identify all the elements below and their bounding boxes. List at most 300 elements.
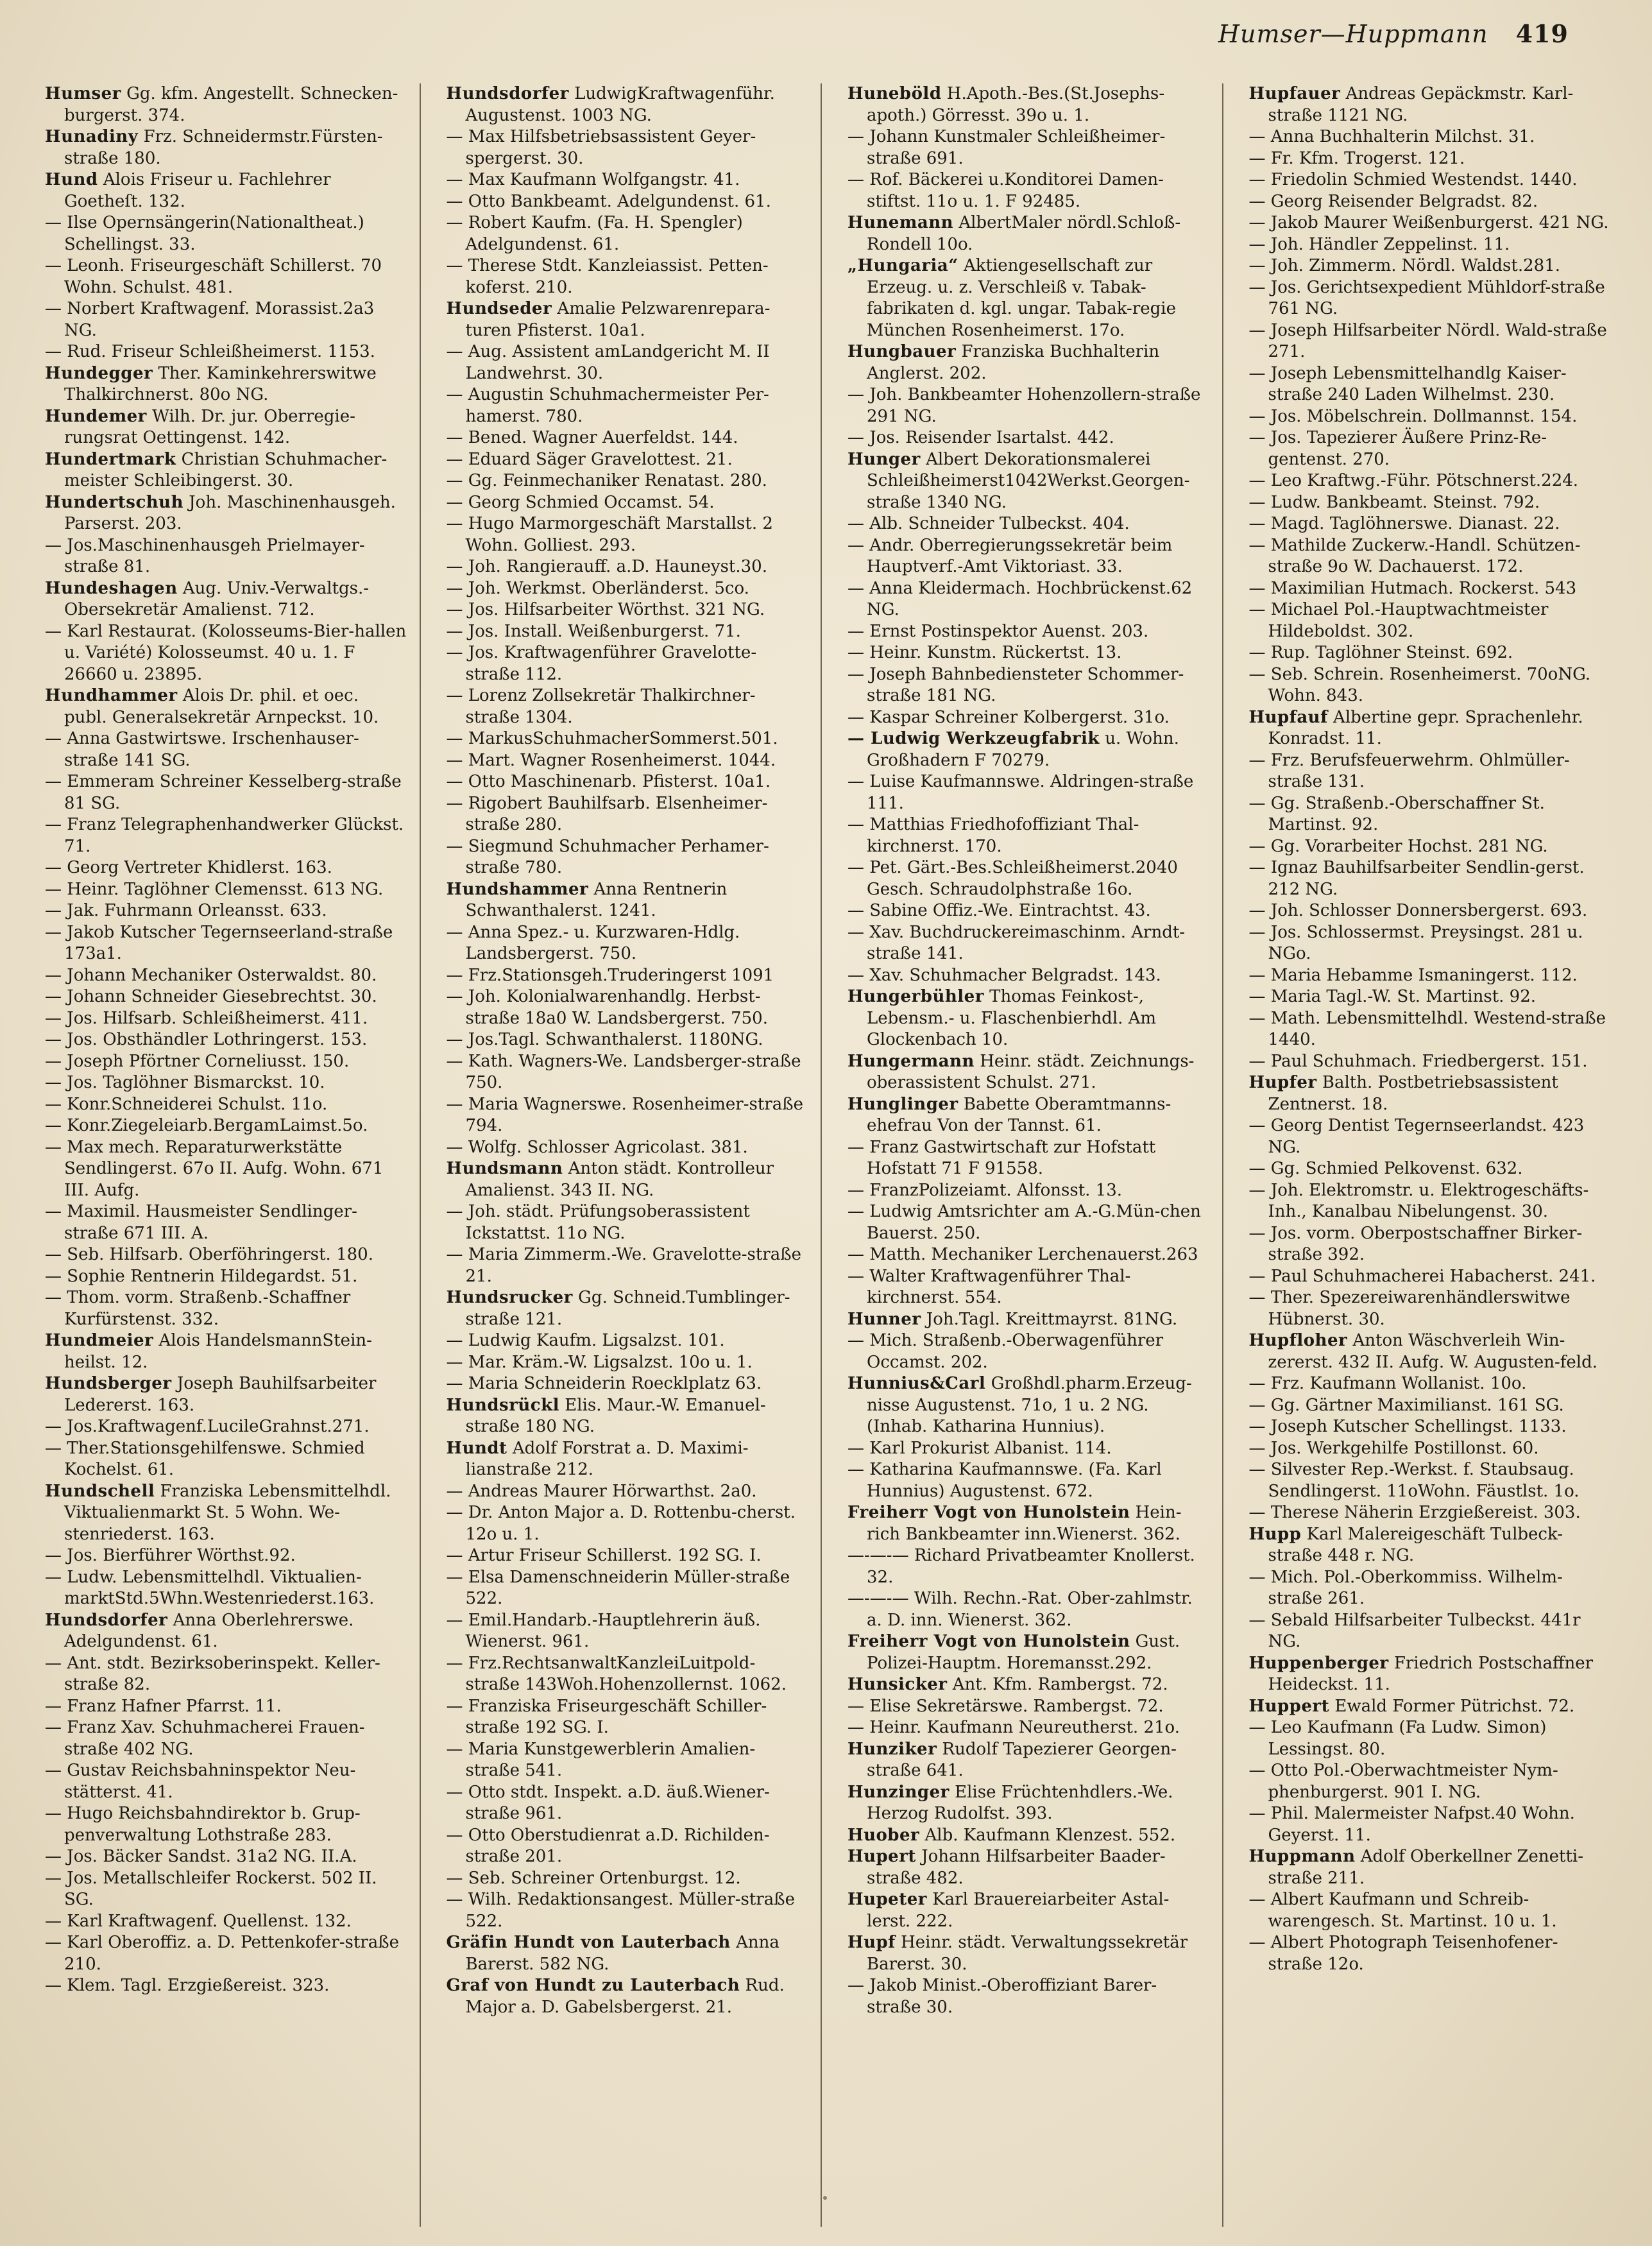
directory-entry bbox=[447, 1094, 808, 1137]
entry-details: — Fr. Kfm. Trogerst. 121. bbox=[1248, 148, 1465, 168]
directory-entry bbox=[447, 255, 808, 298]
entry-details: Aug. Univ.-Verwaltgs.-Obersekretär Amalienst. 712. bbox=[64, 578, 370, 619]
entry-details: — Rud. Friseur Schleißheimerst. 1153. bbox=[45, 342, 375, 361]
directory-entry bbox=[1249, 427, 1611, 470]
entry-details: — Paul Schuhmach. Friedbergerst. 151. bbox=[1248, 1051, 1588, 1071]
entry-details: — Jos. Hilfsarbeiter Wörthst. 321 NG. bbox=[446, 600, 765, 619]
entry-details: — Georg Dentist Tegernseerlandst. 423 NG. bbox=[1248, 1116, 1585, 1157]
directory-entry bbox=[447, 1137, 808, 1159]
directory-entry bbox=[45, 857, 407, 879]
directory-entry bbox=[447, 642, 808, 685]
directory-entry bbox=[45, 814, 407, 857]
entry-surname: Freiherr Vogt von Hunolstein bbox=[847, 1503, 1130, 1522]
entry-surname: Hundeshagen bbox=[45, 578, 178, 598]
entry-details: — Jakob Maurer Weißenburgerst. 421 NG. bbox=[1248, 213, 1609, 232]
directory-entry bbox=[847, 1094, 1209, 1137]
entry-details: — Rup. Taglöhner Steinst. 692. bbox=[1248, 643, 1513, 662]
entry-details: Johann Hilfsarbeiter Baader-straße 482. bbox=[867, 1847, 1166, 1888]
directory-entry bbox=[1249, 1610, 1611, 1653]
directory-entry bbox=[847, 341, 1209, 384]
directory-entry bbox=[847, 1825, 1209, 1847]
entry-details: — Math. Lebensmittelhdl. Westend-straße 1440. bbox=[1248, 1008, 1606, 1049]
entry-surname: Hungermann bbox=[847, 1051, 975, 1071]
directory-entry bbox=[45, 341, 407, 363]
directory-entry bbox=[45, 1029, 407, 1051]
directory-entry bbox=[447, 1287, 808, 1330]
directory-entry bbox=[847, 384, 1209, 427]
directory-entry bbox=[1249, 578, 1611, 600]
directory-entry bbox=[447, 1739, 808, 1782]
entry-details: — Alb. Schneider Tulbeckst. 404. bbox=[847, 514, 1130, 533]
entry-details: — Norbert Kraftwagenf. Morassist.2a3 NG. bbox=[45, 299, 375, 340]
directory-entry bbox=[447, 1975, 808, 2018]
entry-details: AlbertMaler nördl.Schloß-Rondell 10o. bbox=[867, 213, 1181, 254]
directory-entry bbox=[847, 212, 1209, 255]
column-4 bbox=[1249, 83, 1611, 2227]
entry-details: — Karl Restaurat. (Kolosseums-Bier-hallen u. Variété) Kolosseumst. 40 u. 1. F 26660 u. 23895. bbox=[45, 621, 407, 684]
entry-details: Großhdl.pharm.Erzeug-nisse Augustenst. 71o, 1 u. 2 NG. (Inhab. Katharina Hunnius). bbox=[867, 1374, 1192, 1436]
directory-entry bbox=[1249, 1373, 1611, 1395]
entry-details: — Joseph Hilfsarbeiter Nördl. Wald-straße 271. bbox=[1248, 320, 1607, 361]
entry-details: — Eduard Säger Gravelottest. 21. bbox=[446, 449, 733, 469]
directory-entry bbox=[1249, 1438, 1611, 1460]
directory-entry bbox=[45, 1868, 407, 1911]
entry-details: — Mich. Straßenb.-Oberwagenführer Occamst. 202. bbox=[847, 1331, 1164, 1372]
directory-entry bbox=[45, 771, 407, 814]
directory-entry bbox=[447, 599, 808, 621]
entry-surname: Hupfauer bbox=[1248, 84, 1341, 103]
entry-surname: Hupfer bbox=[1248, 1073, 1317, 1092]
directory-entry bbox=[45, 1416, 407, 1438]
directory-entry bbox=[45, 83, 407, 126]
entry-surname: Hupf bbox=[847, 1933, 896, 1952]
entry-details: Andreas Gepäckmstr. Karl-straße 1121 NG. bbox=[1268, 84, 1574, 125]
entry-details: — Franz Hafner Pfarrst. 11. bbox=[45, 1696, 282, 1716]
entry-surname: Hundsrückl bbox=[446, 1395, 560, 1415]
directory-entry bbox=[847, 1696, 1209, 1718]
entry-details: — Jos. Schlossermst. Preysingst. 281 u. NGo. bbox=[1248, 922, 1583, 963]
page-header bbox=[1218, 19, 1569, 48]
directory-entry bbox=[1249, 1567, 1611, 1610]
directory-entry bbox=[847, 1180, 1209, 1202]
entry-details: — Therese Näherin Erzgießereist. 303. bbox=[1248, 1503, 1581, 1522]
directory-entry bbox=[1249, 599, 1611, 642]
directory-entry bbox=[447, 1545, 808, 1567]
entry-surname: Hupp bbox=[1248, 1524, 1302, 1544]
entry-surname: Hundertschuh bbox=[45, 492, 183, 512]
directory-entry bbox=[447, 449, 808, 471]
directory-entry bbox=[1249, 707, 1611, 750]
directory-entry bbox=[45, 1330, 407, 1373]
directory-entry bbox=[45, 1244, 407, 1266]
directory-entry bbox=[847, 922, 1209, 965]
directory-entry bbox=[847, 771, 1209, 814]
entry-details: — Gg. Vorarbeiter Hochst. 281 NG. bbox=[1248, 836, 1548, 856]
entry-surname: Hundsrucker bbox=[446, 1288, 573, 1307]
entry-surname: Hundsmann bbox=[446, 1159, 563, 1178]
entry-details: — Maria Schneiderin Roecklplatz 63. bbox=[446, 1374, 762, 1393]
entry-details: —-—-— Wilh. Rechn.-Rat. Ober-zahlmstr. a. D. inn. Wienerst. 362. bbox=[847, 1589, 1193, 1630]
directory-entry bbox=[447, 578, 808, 600]
directory-entry bbox=[45, 406, 407, 449]
entry-details: — Jos. Obsthändler Lothringerst. 153. bbox=[45, 1030, 368, 1049]
entry-details: — Robert Kaufm. (Fa. H. Spengler) Adelgundenst. 61. bbox=[446, 213, 743, 254]
directory-entry bbox=[45, 922, 407, 965]
entry-details: — Joseph Bahnbediensteter Schommer-straße 181 NG. bbox=[847, 664, 1184, 705]
entry-details: — Konr.Schneiderei Schulst. 11o. bbox=[45, 1094, 328, 1114]
entry-details: — Mathilde Zuckerw.-Handl. Schützen-straße 9o W. Dachauerst. 172. bbox=[1248, 535, 1581, 576]
directory-entry bbox=[847, 1782, 1209, 1825]
directory-entry bbox=[847, 1244, 1209, 1266]
entry-details: — Heinr. Kaufmann Neureutherst. 21o. bbox=[847, 1718, 1180, 1737]
entry-details: — Sabine Offiz.-We. Eintrachtst. 43. bbox=[847, 901, 1151, 920]
directory-entry bbox=[45, 1266, 407, 1288]
entry-details: Thomas Feinkost-, Lebensm.- u. Flaschenbierhdl. Am Glockenbach 10. bbox=[867, 987, 1157, 1049]
entry-surname: Hundsdorfer bbox=[45, 1610, 168, 1630]
directory-entry bbox=[847, 1266, 1209, 1309]
directory-entry bbox=[447, 621, 808, 643]
directory-entry bbox=[447, 1825, 808, 1868]
entry-details: — Maximil. Hausmeister Sendlinger-straße 671 III. A. bbox=[45, 1202, 357, 1243]
entry-details: Joh.Tagl. Kreittmayrst. 81NG. bbox=[926, 1309, 1178, 1329]
entry-surname: Hundsberger bbox=[45, 1374, 172, 1393]
entry-details: —-—-— Richard Privatbeamter Knollerst. 32. bbox=[847, 1546, 1195, 1587]
directory-entry bbox=[447, 470, 808, 492]
directory-entry bbox=[1249, 1287, 1611, 1330]
entry-surname: Hundseder bbox=[446, 299, 552, 318]
directory-entry bbox=[45, 535, 407, 578]
entry-details: — Jos. Bierführer Wörthst.92. bbox=[45, 1546, 296, 1565]
directory-entry bbox=[447, 1868, 808, 1890]
directory-entry bbox=[1249, 535, 1611, 578]
entry-details: — Jakob Minist.-Oberoffiziant Barer-straße 30. bbox=[847, 1976, 1157, 2017]
entry-details: — Sophie Rentnerin Hildegardst. 51. bbox=[45, 1266, 358, 1286]
entry-details: — Sebald Hilfsarbeiter Tulbeckst. 441r NG. bbox=[1248, 1610, 1581, 1651]
entry-details: — Siegmund Schuhmacher Perhamer-straße 780. bbox=[446, 836, 769, 877]
directory-entry bbox=[1249, 1330, 1611, 1373]
entry-details: — MarkusSchuhmacherSommerst.501. bbox=[446, 729, 778, 748]
entry-surname: Huober bbox=[847, 1825, 920, 1845]
entry-details: — Frz. Kaufmann Wollanist. 10o. bbox=[1248, 1374, 1527, 1393]
entry-details: — Joh. Elektromstr. u. Elektrogeschäfts-Inh., Kanalbau Nibelungenst. 30. bbox=[1248, 1180, 1589, 1221]
directory-entry bbox=[447, 556, 808, 578]
entry-details: — Seb. Hilfsarb. Oberföhringerst. 180. bbox=[45, 1245, 373, 1264]
entry-details: — Emil.Handarb.-Hauptlehrerin äuß. Wienerst. 961. bbox=[446, 1610, 761, 1651]
entry-details: Rudolf Tapezierer Georgen-straße 641. bbox=[867, 1739, 1177, 1780]
entry-details: — Joh. städt. Prüfungsoberassistent Ickstattst. 11o NG. bbox=[446, 1202, 750, 1243]
entry-surname: — Ludwig Werkzeugfabrik bbox=[847, 729, 1100, 748]
entry-details: — Jos. Werkgehilfe Postillonst. 60. bbox=[1248, 1438, 1539, 1458]
entry-details: — Magd. Taglöhnerswe. Dianast. 22. bbox=[1248, 514, 1560, 533]
directory-entry bbox=[45, 728, 407, 771]
entry-details: — Otto Maschinenarb. Pfisterst. 10a1. bbox=[446, 772, 771, 791]
entry-details: — Max mech. Reparaturwerkstätte Sendlingerst. 67o II. Aufg. Wohn. 671 III. Aufg. bbox=[45, 1137, 384, 1200]
entry-details: Joseph Bauhilfsarbeiter Ledererst. 163. bbox=[64, 1374, 377, 1415]
entry-details: — Konr.Ziegeleiarb.BergamLaimst.5o. bbox=[45, 1116, 368, 1135]
entry-details: — Seb. Schrein. Rosenheimerst. 70oNG. Wohn. 843. bbox=[1248, 664, 1591, 705]
entry-details: Gg. kfm. Angestellt. Schnecken-burgerst. 374. bbox=[64, 84, 398, 125]
directory-entry bbox=[1249, 234, 1611, 256]
directory-entry bbox=[1249, 406, 1611, 428]
entry-details: — Xav. Buchdruckereimaschinm. Arndt-straße 141. bbox=[847, 922, 1186, 963]
directory-entry bbox=[1249, 169, 1611, 191]
entry-details: Anton Wäschverleih Win-zererst. 432 II. Aufg. W. Augusten-feld. bbox=[1268, 1331, 1597, 1372]
directory-entry bbox=[447, 1481, 808, 1503]
directory-entry bbox=[45, 1932, 407, 1975]
directory-entry bbox=[847, 1739, 1209, 1782]
directory-entry bbox=[45, 1481, 407, 1546]
entry-details: — FranzPolizeiamt. Alfonsst. 13. bbox=[847, 1180, 1123, 1200]
directory-entry bbox=[847, 1889, 1209, 1932]
entry-surname: Huppenberger bbox=[1248, 1653, 1389, 1673]
entry-details: Aktiengesellschaft zur Erzeug. u. z. Verschleiß v. Tabak-fabrikaten d. kgl. ungar. Tabak-regie München Rosenheimerst. 17o. bbox=[867, 256, 1176, 340]
directory-entry bbox=[847, 1137, 1209, 1180]
entry-surname: „Hungaria“ bbox=[847, 256, 958, 275]
directory-entry bbox=[447, 1373, 808, 1395]
entry-details: — Karl Oberoffiz. a. D. Pettenkofer-straße 210. bbox=[45, 1933, 399, 1974]
directory-entry bbox=[447, 1932, 808, 1975]
entry-details: — Jos.Maschinenhausgeh Prielmayer-straße 81. bbox=[45, 535, 365, 576]
directory-entry bbox=[45, 685, 407, 728]
directory-entry bbox=[447, 685, 808, 728]
directory-entry bbox=[1249, 1846, 1611, 1889]
entry-details: Balth. Postbetriebsassistent Zentnerst. 18. bbox=[1268, 1073, 1558, 1114]
directory-entry bbox=[1249, 1696, 1611, 1718]
entry-details: — Michael Pol.-Hauptwachtmeister Hildeboldst. 302. bbox=[1248, 600, 1549, 641]
entry-details: LudwigKraftwagenführ. Augustenst. 1003 NG. bbox=[465, 84, 775, 125]
directory-entry bbox=[45, 1201, 407, 1244]
directory-entry bbox=[847, 1932, 1209, 1975]
directory-entry bbox=[447, 986, 808, 1029]
columns bbox=[45, 83, 1610, 2227]
directory-entry bbox=[847, 707, 1209, 729]
directory-entry bbox=[45, 578, 407, 621]
entry-details: — Ludwig Kaufm. Ligsalzst. 101. bbox=[446, 1331, 725, 1350]
entry-details: — Franz Gastwirtschaft zur Hofstatt Hofstatt 71 F 91558. bbox=[847, 1137, 1156, 1178]
entry-details: — Paul Schuhmacherei Habacherst. 241. bbox=[1248, 1266, 1596, 1286]
entry-surname: Hundertmark bbox=[45, 449, 176, 469]
directory-entry bbox=[447, 1567, 808, 1610]
directory-entry bbox=[847, 169, 1209, 212]
running-head: Humser—Huppmann bbox=[1218, 20, 1488, 48]
directory-entry bbox=[447, 1352, 808, 1374]
entry-details: — Walter Kraftwagenführer Thal-kirchnerst. 554. bbox=[847, 1266, 1131, 1307]
entry-details: Anton städt. Kontrolleur Amalienst. 343 II. NG. bbox=[465, 1159, 774, 1200]
directory-entry bbox=[847, 1631, 1209, 1674]
entry-details: Babette Oberamtmanns-ehefrau Von der Tannst. 61. bbox=[867, 1094, 1171, 1135]
directory-entry bbox=[847, 642, 1209, 664]
directory-entry bbox=[847, 728, 1209, 771]
directory-entry bbox=[847, 900, 1209, 922]
entry-details: — Kath. Wagners-We. Landsberger-straße 750. bbox=[446, 1051, 801, 1092]
entry-details: — Ther. Spezereiwarenhändlerswitwe Hübnerst. 30. bbox=[1248, 1288, 1571, 1329]
entry-details: — Leonh. Friseurgeschäft Schillerst. 70 Wohn. Schulst. 481. bbox=[45, 256, 382, 297]
directory-entry bbox=[45, 449, 407, 492]
entry-details: — Heinr. Taglöhner Clemensst. 613 NG. bbox=[45, 879, 384, 899]
entry-details: — Rof. Bäckerei u.Konditorei Damen-stiftst. 11o u. 1. F 92485. bbox=[847, 170, 1164, 211]
entry-details: — Seb. Schreiner Ortenburgst. 12. bbox=[446, 1868, 741, 1888]
entry-surname: Hunger bbox=[847, 449, 921, 469]
entry-details: — Johann Kunstmaler Schleißheimer-straße 691. bbox=[847, 127, 1166, 168]
directory-entry bbox=[847, 1459, 1209, 1502]
entry-details: — Jos.Tagl. Schwanthalerst. 1180NG. bbox=[446, 1030, 763, 1049]
directory-entry bbox=[1249, 126, 1611, 148]
entry-details: — Leo Kraftwg.-Führ. Pötschnerst.224. bbox=[1248, 471, 1579, 490]
entry-details: — Hugo Reichsbahndirektor b. Grup-penverwaltung Lothstraße 283. bbox=[45, 1804, 361, 1845]
directory-entry bbox=[45, 1115, 407, 1137]
directory-entry bbox=[45, 169, 407, 212]
entry-details: — Otto Bankbeamt. Adelgundenst. 61. bbox=[446, 191, 771, 211]
entry-details: — Pet. Gärt.-Bes.Schleißheimerst.2040 Gesch. Schraudolphstraße 16o. bbox=[847, 858, 1178, 899]
entry-details: — Maria Zimmerm.-We. Gravelotte-straße 21. bbox=[446, 1245, 801, 1286]
directory-entry bbox=[847, 986, 1209, 1051]
directory-entry bbox=[447, 922, 808, 965]
directory-entry bbox=[447, 513, 808, 556]
directory-entry bbox=[447, 1029, 808, 1051]
entry-details: — Joseph Kutscher Schellingst. 1133. bbox=[1248, 1417, 1567, 1436]
directory-entry bbox=[447, 169, 808, 191]
directory-entry bbox=[45, 1653, 407, 1696]
directory-entry bbox=[45, 1373, 407, 1416]
entry-details: — Elise Sekretärswe. Rambergst. 72. bbox=[847, 1696, 1164, 1716]
entry-surname: Hundegger bbox=[45, 363, 153, 383]
entry-surname: Hunemann bbox=[847, 213, 954, 232]
directory-entry bbox=[847, 1373, 1209, 1438]
directory-entry bbox=[847, 1051, 1209, 1094]
entry-surname: Huppmann bbox=[1248, 1847, 1356, 1866]
entry-surname: Freiherr Vogt von Hunolstein bbox=[847, 1632, 1130, 1651]
entry-details: — Gg. Feinmechaniker Renatast. 280. bbox=[446, 471, 767, 490]
directory-entry bbox=[1249, 1889, 1611, 1932]
entry-details: — Jos. Gerichtsexpedient Mühldorf-straße 761 NG. bbox=[1248, 277, 1605, 318]
entry-surname: Hungbauer bbox=[847, 342, 957, 361]
entry-details: Anna Barerst. 582 NG. bbox=[465, 1933, 779, 1974]
entry-details: Elise Früchtenhdlers.-We. Herzog Rudolfst. 393. bbox=[867, 1782, 1173, 1823]
directory-entry bbox=[45, 1760, 407, 1803]
directory-entry bbox=[1249, 1416, 1611, 1438]
entry-details: — Frz.Stationsgeh.Truderingerst 1091 bbox=[446, 965, 774, 985]
directory-entry bbox=[1249, 1803, 1611, 1846]
entry-surname: Hupfauf bbox=[1248, 707, 1328, 727]
entry-details: Adolf Forstrat a. D. Maximi-lianstraße 212. bbox=[465, 1438, 749, 1479]
entry-details: Ewald Former Pütrichst. 72. bbox=[1334, 1696, 1575, 1716]
entry-surname: Hundhammer bbox=[45, 686, 178, 705]
entry-details: — Max Kaufmann Wolfgangstr. 41. bbox=[446, 170, 740, 189]
entry-details: — Rigobert Bauhilfsarb. Elsenheimer-straße 280. bbox=[446, 793, 768, 834]
entry-details: — Mich. Pol.-Oberkommiss. Wilhelm-straße 261. bbox=[1248, 1567, 1563, 1608]
entry-details: — Leo Kaufmann (Fa Ludw. Simon) Lessingst. 80. bbox=[1248, 1718, 1547, 1759]
directory-entry bbox=[1249, 1717, 1611, 1760]
directory-entry bbox=[847, 1438, 1209, 1460]
entry-details: — Joseph Lebensmittelhandlg Kaiser-straße 240 Laden Wilhelmst. 230. bbox=[1248, 363, 1567, 404]
entry-details: — Jos. vorm. Oberpostschaffner Birker-straße 392. bbox=[1248, 1223, 1583, 1264]
directory-entry bbox=[1249, 1115, 1611, 1158]
entry-surname: Hunziker bbox=[847, 1739, 937, 1759]
entry-surname: Hundemer bbox=[45, 406, 147, 426]
entry-surname: Hundschell bbox=[45, 1481, 155, 1501]
entry-surname: Hundt bbox=[446, 1438, 507, 1458]
directory-entry bbox=[1249, 255, 1611, 277]
entry-details: — Joh. Schlosser Donnersbergerst. 693. bbox=[1248, 901, 1588, 920]
entry-details: — Joh. Rangierauff. a.D. Hauneyst.30. bbox=[446, 557, 767, 576]
directory-entry bbox=[45, 1975, 407, 1997]
entry-details: Alois HandelsmannStein-heilst. 12. bbox=[64, 1331, 372, 1372]
entry-details: — Joh. Kolonialwarenhandlg. Herbst-straße 18a0 W. Landsbergerst. 750. bbox=[446, 987, 768, 1028]
directory-entry bbox=[45, 298, 407, 341]
directory-entry bbox=[447, 1653, 808, 1696]
directory-entry bbox=[1249, 664, 1611, 707]
entry-surname: Hundmeier bbox=[45, 1331, 154, 1350]
entry-details: Alb. Kaufmann Klenzest. 552. bbox=[924, 1825, 1176, 1845]
entry-details: — Andr. Oberregierungssekretär beim Hauptverf.-Amt Viktoriast. 33. bbox=[847, 535, 1173, 576]
directory-entry bbox=[447, 728, 808, 750]
directory-entry bbox=[847, 1588, 1209, 1631]
directory-entry bbox=[1249, 212, 1611, 234]
entry-details: — Aug. Assistent amLandgericht M. II Landwehrst. 30. bbox=[446, 342, 770, 383]
directory-entry bbox=[1249, 900, 1611, 922]
entry-details: — Max Hilfsbetriebsassistent Geyer-spergerst. 30. bbox=[446, 127, 756, 168]
entry-surname: Hunadiny bbox=[45, 127, 139, 146]
entry-details: — Ant. stdt. Bezirksoberinspekt. Keller-straße 82. bbox=[45, 1653, 380, 1694]
directory-entry bbox=[847, 621, 1209, 643]
entry-details: — Ignaz Bauhilfsarbeiter Sendlin-gerst. 212 NG. bbox=[1248, 858, 1585, 899]
directory-entry bbox=[447, 1502, 808, 1545]
directory-entry bbox=[1249, 320, 1611, 363]
directory-entry bbox=[847, 255, 1209, 341]
entry-details: — Joh. Werkmst. Oberländerst. 5co. bbox=[446, 578, 749, 598]
entry-details: — Gg. Straßenb.-Oberschaffner St. Martinst. 92. bbox=[1248, 793, 1545, 834]
directory-entry bbox=[447, 1158, 808, 1201]
directory-entry bbox=[847, 1330, 1209, 1373]
directory-entry bbox=[847, 814, 1209, 857]
entry-details: — Maximilian Hutmach. Rockerst. 543 bbox=[1248, 578, 1577, 598]
entry-details: — Anna Kleidermach. Hochbrückenst.62 NG. bbox=[847, 578, 1193, 619]
entry-details: — Jos. Möbelschrein. Dollmannst. 154. bbox=[1248, 406, 1578, 426]
entry-details: — Phil. Malermeister Nafpst.40 Wohn. Geyerst. 11. bbox=[1248, 1804, 1575, 1845]
entry-surname: Hundsdorfer bbox=[446, 84, 569, 103]
entry-details: Anna Rentnerin Schwanthalerst. 1241. bbox=[465, 879, 728, 920]
entry-details: — Dr. Anton Major a. D. Rottenbu-cherst. 12o u. 1. bbox=[446, 1503, 796, 1544]
directory-entry bbox=[447, 83, 808, 126]
directory-entry bbox=[447, 1610, 808, 1653]
entry-details: H.Apoth.-Bes.(St.Josephs-apoth.) Görresst. 39o u. 1. bbox=[867, 84, 1165, 125]
directory-entry bbox=[1249, 642, 1611, 664]
entry-details: — Ther.Stationsgehilfenswe. Schmied Kochelst. 61. bbox=[45, 1438, 365, 1479]
entry-details: — Thom. vorm. Straßenb.-Schaffner Kurfürstenst. 332. bbox=[45, 1288, 351, 1329]
entry-details: — Albert Kaufmann und Schreib-warengesch. St. Martinst. 10 u. 1. bbox=[1248, 1890, 1557, 1931]
page-mark bbox=[823, 2196, 827, 2200]
entry-details: Ant. Kfm. Rambergst. 72. bbox=[952, 1675, 1168, 1694]
entry-details: — Kaspar Schreiner Kolbergerst. 31o. bbox=[847, 707, 1170, 727]
directory-entry bbox=[847, 857, 1209, 900]
directory-entry bbox=[45, 1696, 407, 1718]
directory-entry bbox=[1249, 1051, 1611, 1073]
entry-details: — Joh. Händler Zeppelinst. 11. bbox=[1248, 234, 1510, 254]
entry-details: Adolf Oberkellner Zenetti-straße 211. bbox=[1268, 1847, 1583, 1888]
directory-entry bbox=[447, 1051, 808, 1094]
directory-entry bbox=[447, 492, 808, 514]
directory-entry bbox=[847, 1309, 1209, 1331]
entry-details: — Mar. Kräm.-W. Ligsalzst. 10o u. 1. bbox=[446, 1352, 753, 1372]
directory-entry bbox=[1249, 793, 1611, 836]
entry-surname: Gräfin Hundt von Lauterbach bbox=[446, 1933, 731, 1952]
entry-details: — Artur Friseur Schillerst. 192 SG. I. bbox=[446, 1546, 762, 1565]
entry-details: Elis. Maur.-W. Emanuel-straße 180 NG. bbox=[465, 1395, 766, 1436]
entry-details: — Elsa Damenschneiderin Müller-straße 522. bbox=[446, 1567, 790, 1608]
directory-entry bbox=[1249, 470, 1611, 492]
directory-entry bbox=[1249, 1223, 1611, 1266]
directory-entry bbox=[45, 1545, 407, 1567]
